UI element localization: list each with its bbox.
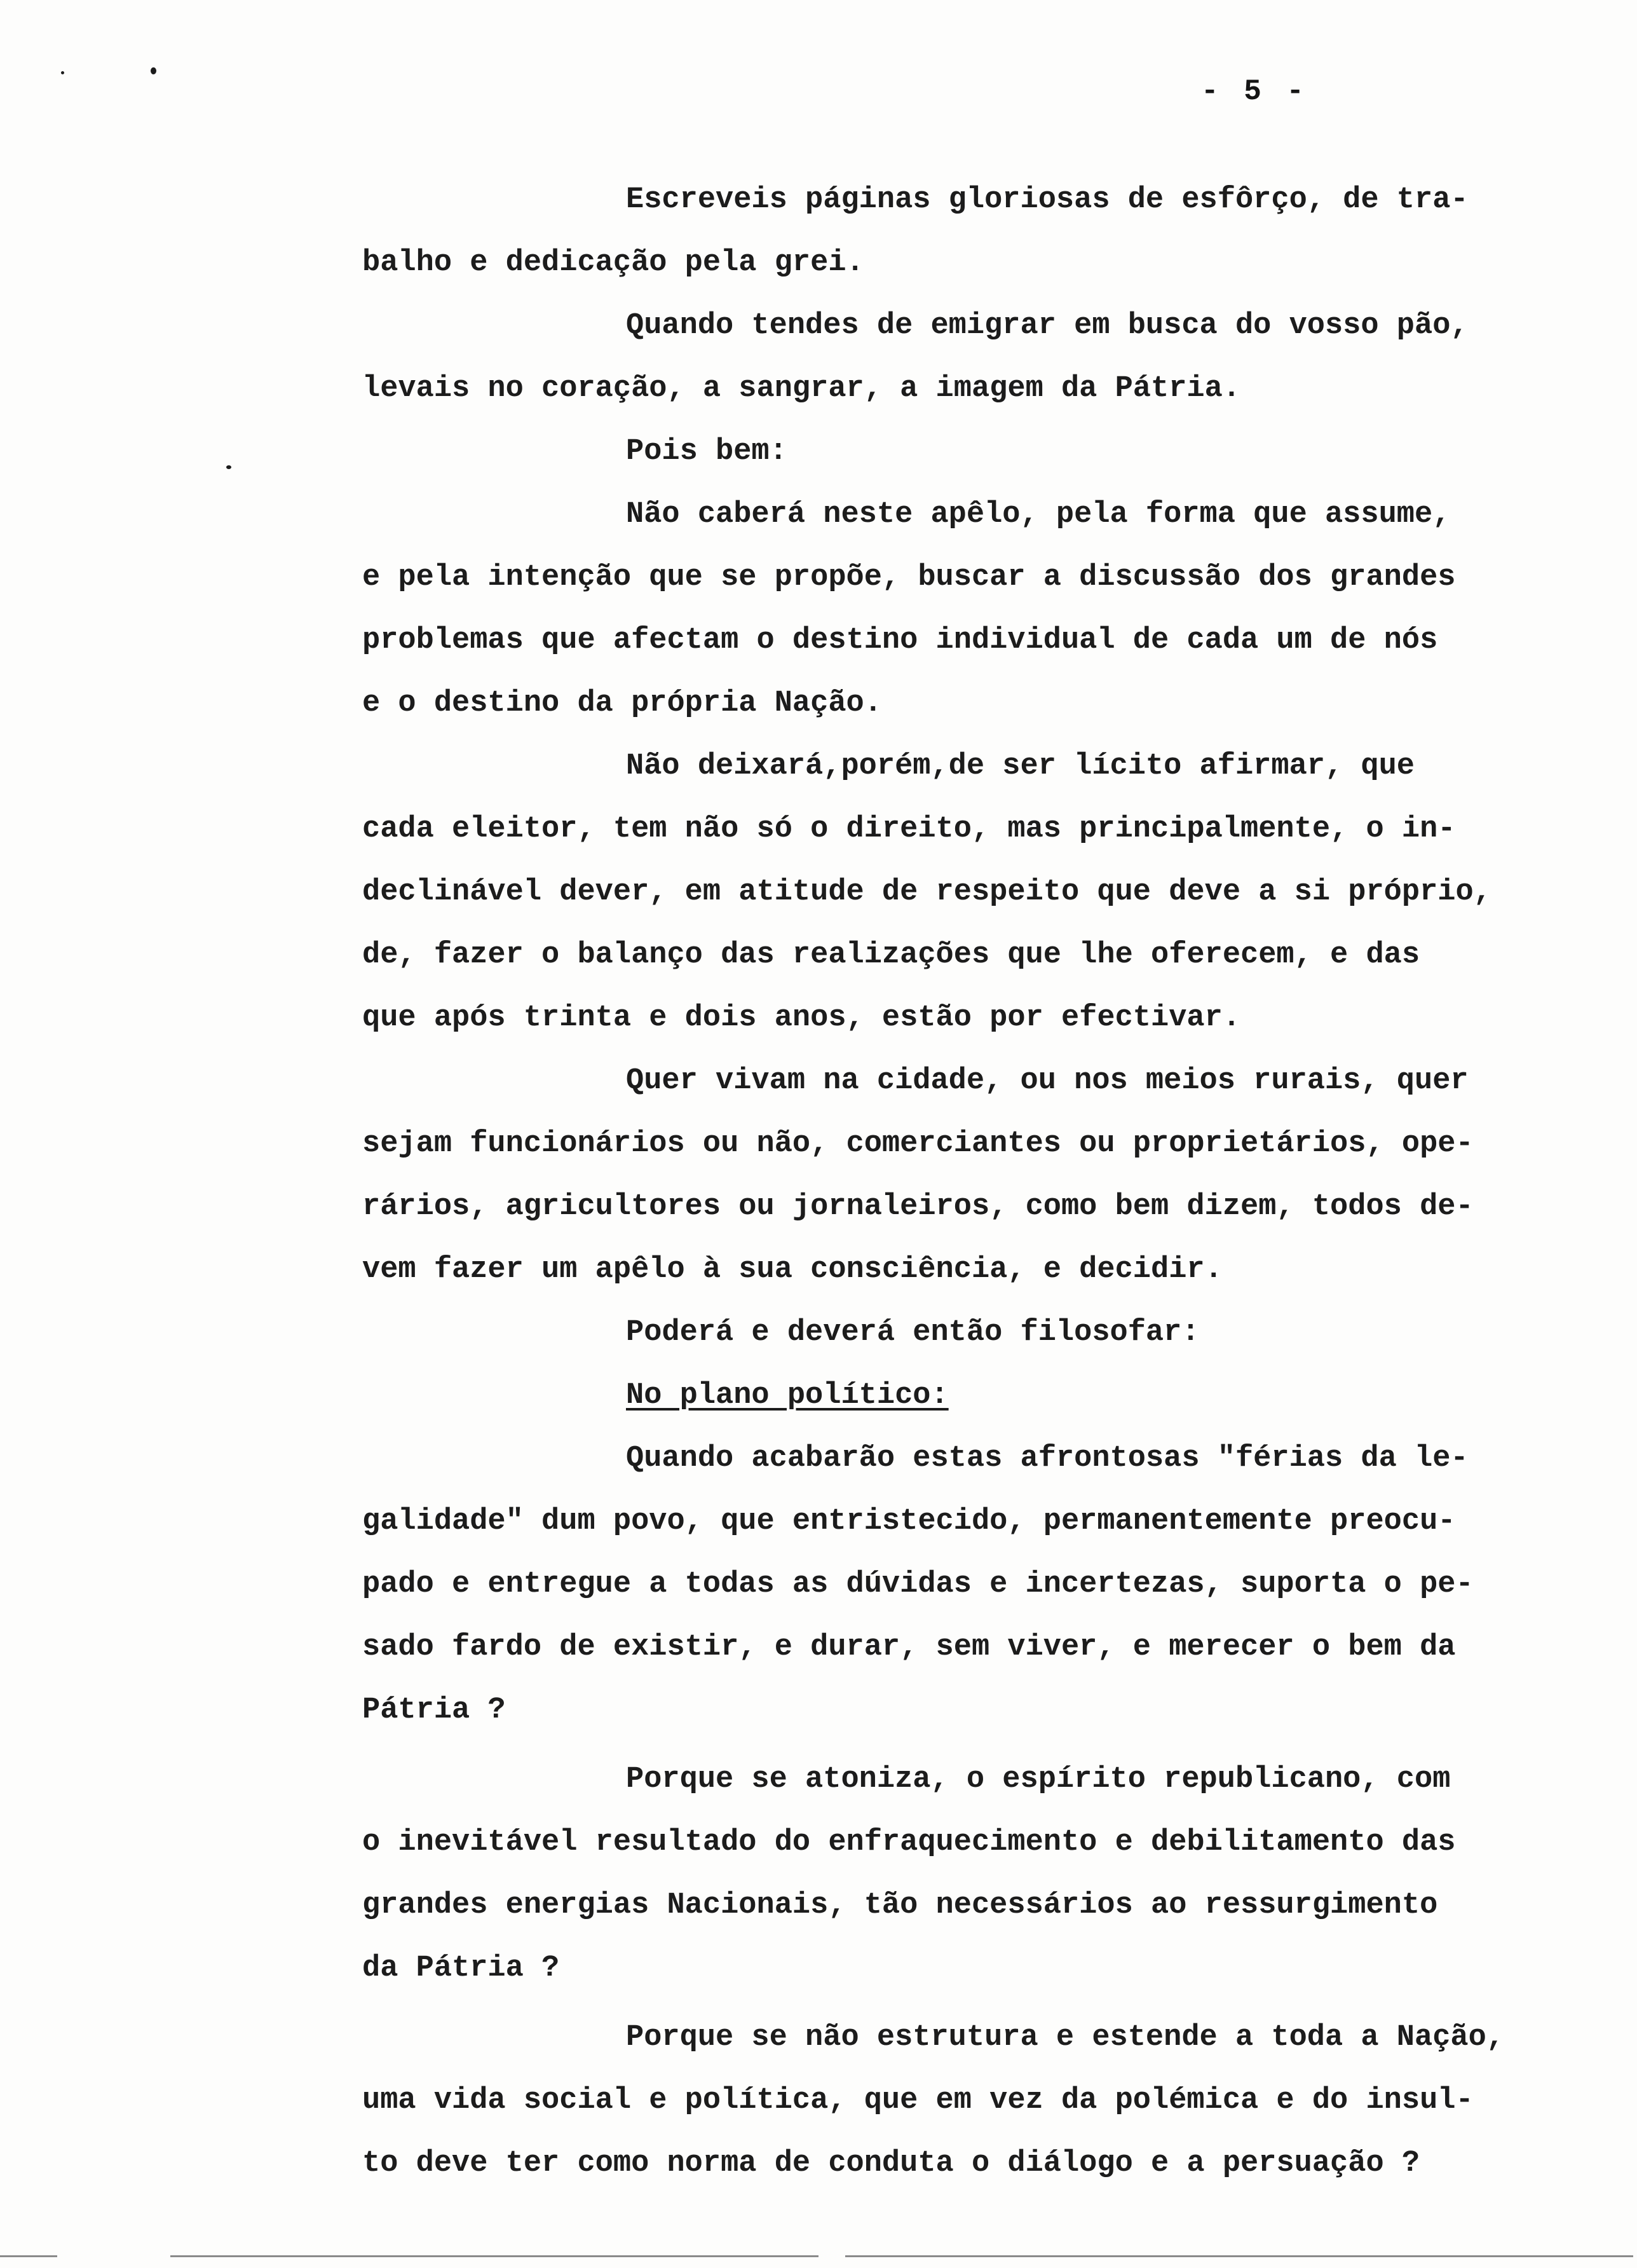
text-line: Porque se atoniza, o espírito republicano, com [626,1763,1451,1796]
text-line: pado e entregue a todas as dúvidas e incertezas, suporta o pe- [362,1568,1474,1601]
text-line: declinável dever, em atitude de respeito que deve a si próprio, [362,875,1491,909]
typed-body-text [362,168,1570,2195]
text-line: da Pátria ? [362,1951,560,1985]
bottom-edge-rule [170,2255,819,2257]
bottom-edge-rule [845,2255,1633,2257]
text-line: to deve ter como norma de conduta o diálogo e a persuação ? [362,2147,1420,2180]
text-line: Pois bem: [626,435,787,468]
text-line: Quer vivam na cidade, ou nos meios rurais, quer [626,1064,1469,1098]
text-line: Quando acabarão estas afrontosas "férias da le- [626,1442,1469,1475]
text-line: Não deixará,porém,de ser lícito afirmar, que [626,749,1415,783]
margin-speck [226,465,231,469]
margin-speck [61,71,64,74]
margin-speck [151,67,156,74]
text-line: Poderá e deverá então filosofar: [626,1316,1200,1349]
text-line: vem fazer um apêlo à sua consciência, e decidir. [362,1253,1223,1287]
text-line: Não caberá neste apêlo, pela forma que assume, [626,498,1451,531]
section-heading [362,1364,1570,1427]
bottom-edge-rule [0,2255,57,2257]
text-line: problemas que afectam o destino individual de cada um de nós [362,624,1438,657]
text-line: e pela intenção que se propõe, buscar a discussão dos grandes [362,561,1456,594]
page-number: - 5 - [1201,75,1308,108]
text-line: Quando tendes de emigrar em busca do vosso pão, [626,309,1469,343]
text-line: uma vida social e política, que em vez da polémica e do insul- [362,2084,1474,2117]
text-line: Porque se não estrutura e estende a toda a Nação, [626,2021,1505,2054]
section-heading-text: No plano político: [626,1379,949,1412]
text-line: de, fazer o balanço das realizações que lhe oferecem, e das [362,938,1420,972]
text-line: e o destino da própria Nação. [362,687,882,720]
text-line: sejam funcionários ou não, comerciantes ou proprietários, ope- [362,1127,1474,1161]
text-line: o inevitável resultado do enfraquecimento e debilitamento das [362,1826,1456,1859]
text-line: Pátria ? [362,1693,506,1727]
text-line: levais no coração, a sangrar, a imagem da Pátria. [362,372,1241,406]
text-line: rários, agricultores ou jornaleiros, como bem dizem, todos de- [362,1190,1474,1224]
text-line: galidade" dum povo, que entristecido, permanentemente preocu- [362,1505,1456,1538]
text-line: balho e dedicação pela grei. [362,246,864,280]
text-line: cada eleitor, tem não só o direito, mas principalmente, o in- [362,812,1456,846]
text-line: sado fardo de existir, e durar, sem viver, e merecer o bem da [362,1630,1456,1664]
text-line: que após trinta e dois anos, estão por efectivar. [362,1001,1241,1035]
text-line: grandes energias Nacionais, tão necessários ao ressurgimento [362,1889,1438,1922]
text-line: Escreveis páginas gloriosas de esfôrço, de tra- [626,183,1469,217]
